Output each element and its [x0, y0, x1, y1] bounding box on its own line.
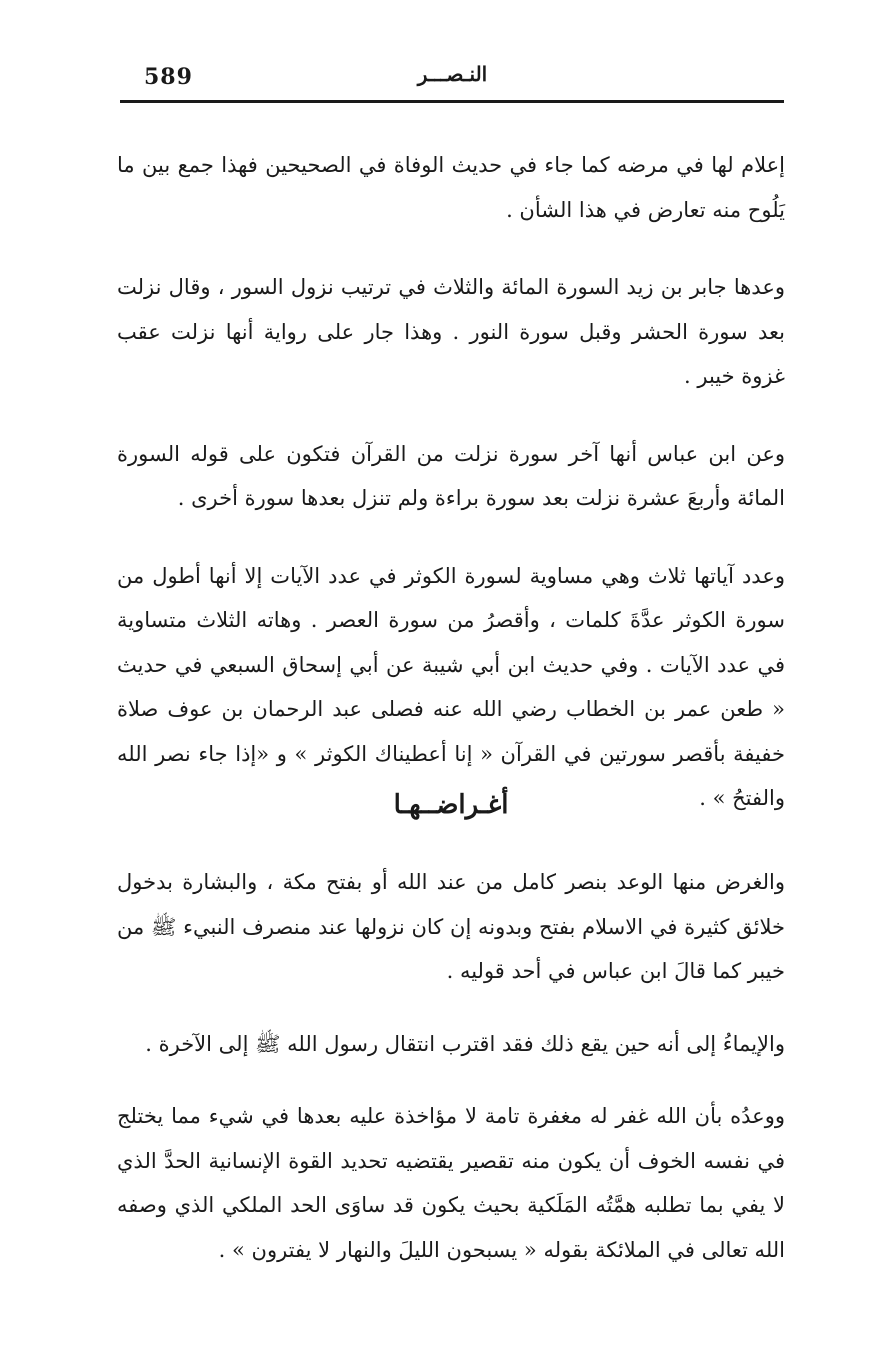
paragraph: والإيماءُ إلى أنه حين يقع ذلك فقد اقترب انتقال رسول الله ﷺ إلى الآخرة . [145, 1031, 785, 1056]
section-heading: أغـراضــهـا [393, 790, 509, 820]
page-header [120, 58, 784, 104]
page-number: 589 [144, 64, 193, 90]
paragraph: ووعدُه بأن الله غفر له مغفرة تامة لا مؤاخذة عليه بعدها في شيء مما يختلج في نفسه الخوف أن يكون منه تقصير يقتضيه تحديد القوة الإنسانية الحدَّ الذي لا يفي بما تطلبه همَّتُه المَلَكية بحيث يكون قد ساوَى الحد الملكي الذي وصفه الله تعالى في الملائكة بقوله « يسبحون الليلَ والنهار لا يفترون » . [117, 1104, 785, 1262]
paragraph: وعدد آياتها ثلاث وهي مساوية لسورة الكوثر في عدد الآيات إلا أنها أطول من سورة الكوثر عدَّةَ كلمات ، وأقصرُ من سورة العصر . وهاته الثلاث متساوية في عدد الآيات . وفي حديث ابن أبي شيبة عن أبي إسحاق السبعي في حديث « طعن عمر بن الخطاب رضي الله عنه فصلى عبد الرحمان بن عوف صلاة خفيفة بأقصر سورتين في القرآن « إنا أعطيناك الكوثر » و «إذا جاء نصر الله والفتحُ » . [117, 563, 785, 810]
running-title: النـصـــر [417, 62, 488, 86]
paragraph: والغرض منها الوعد بنصر كامل من عند الله أو بفتح مكة ، والبشارة بدخول خلائق كثيرة في الاسلام بفتح وبدونه إن كان نزولها عند منصرف النبيء ﷺ من خيبر كما قالَ ابن عباس في أحد قوليه . [117, 870, 785, 983]
paragraph: إعلام لها في مرضه كما جاء في حديث الوفاة في الصحيحين فهذا جمع بين ما يَلُوح منه تعارض في هذا الشأن . [117, 153, 785, 222]
paragraph: وعن ابن عباس أنها آخر سورة نزلت من القرآن فتكون على قوله السورة المائة وأربعَ عشرة نزلت بعد سورة براءة ولم تنزل بعدها سورة أخرى . [117, 441, 785, 510]
header-rule [120, 100, 784, 103]
paragraph: وعدها جابر بن زيد السورة المائة والثلاث في ترتيب نزول السور ، وقال نزلت بعد سورة الحشر وقبل سورة النور . وهذا جار على رواية أنها نزلت عقب غزوة خيبر . [117, 275, 785, 388]
body-text-top [117, 143, 785, 821]
body-text-bottom [117, 860, 785, 1272]
